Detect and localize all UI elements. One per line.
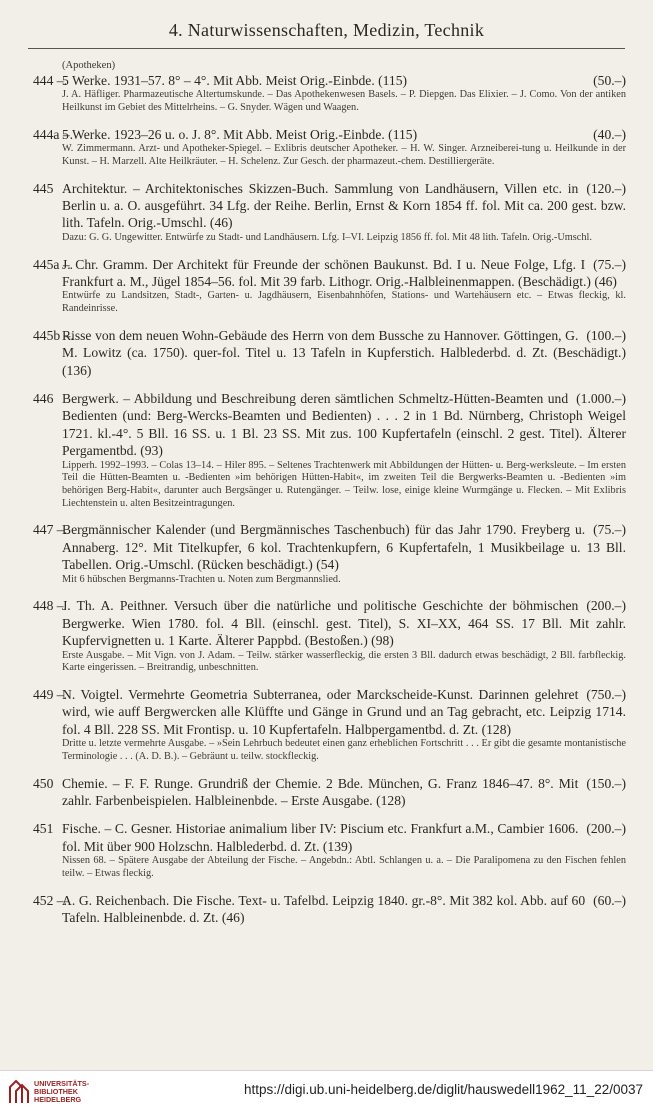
lot-price: (200.–): [586, 598, 626, 614]
lot-price: (1.000.–): [576, 390, 626, 406]
lot-description: [62, 256, 626, 291]
logo-line: BIBLIOTHEK: [34, 1087, 78, 1097]
catalog-entry: [28, 775, 626, 810]
lot-text: Fische. – C. Gesner. Historiae animalium liber IV: Piscium etc. Frankfurt a.M., Cambier 1606. fol. Mit über 900 Holzschn. Halblederbd. d. Zt. (139): [62, 821, 579, 854]
lot-description: [62, 390, 626, 460]
lot-text: N. Voigtel. Vermehrte Geometria Subterranea, oder Marckscheide-Kunst. Darinnen gelehret wird, wie auff Bergwercken alle Klüffte und Gänge in Grund und an Tag gebracht, etc. Leipzig 1714. fol. 4 Bll. 228 SS. Mit Frontisp. u. 10 Kupfertafeln. Halbpergamentbd. d. Zt. (128): [62, 686, 626, 737]
lot-number: 445a –.: [33, 256, 74, 272]
lot-text: Chemie. – F. F. Runge. Grundriß der Chemie. 2 Bde. München, G. Franz 1846–47. 8°. Mit zahlr. Farbenbeispielen. Halbleinenbde. – Erste Ausgabe. (128): [62, 775, 579, 808]
lot-number: 444a –.: [33, 126, 74, 142]
lot-note: W. Zimmermann. Arzt- und Apotheker-Spiegel. – Exlibris deutscher Apotheker. – H. W. Singer. Arzneiberei-tung u. Heilkunde in der Kunst. – H. Marzell. Alte Heilkräuter. – H. Schelenz. Zur Gesch. der pharmazeut.-chem. Destilliergeräte.: [62, 143, 626, 167]
lot-note: Dritte u. letzte vermehrte Ausgabe. – »Sein Lehrbuch bedeutet einen ganz erheblichen Fortschritt . . . Er gibt die gesamte montanistische Terminologie . . . (A. D. B.). – Gebräunt u. teilw. stockfleckig.: [62, 738, 626, 762]
lot-price: (750.–): [586, 686, 626, 702]
viewer-footer: [0, 1070, 653, 1113]
lot-note: Dazu: G. G. Ungewitter. Entwürfe zu Stadt- und Landhäusern. Lfg. I–VI. Leipzig 1856 ff. fol. Mit 48 lith. Tafeln. Orig.-Umschl.: [62, 231, 592, 243]
lot-text: J. Th. A. Peithner. Versuch über die natürliche und politische Geschichte der böhmischen Bergwerke. Wien 1780. fol. 4 Bll. (einschl. gest. Titel), S. XI–XX, 464 SS. 17 Bll. Mit zahlr. Kupfervignetten u. 1 Karte. Älterer Pappbd. (Bestoßen.) (98): [62, 598, 626, 649]
entry-list: [28, 72, 626, 926]
catalog-entry: [28, 126, 626, 169]
lot-price: (200.–): [586, 821, 626, 837]
lot-description: [62, 892, 626, 927]
catalog-entry: [28, 820, 626, 880]
lot-note: Erste Ausgabe. – Mit Vign. von J. Adam. – Teilw. stärker wasserfleckig, die ersten 3 Bll. dadurch etwas beschädigt, 2 Bll. farbfleckig. Karte eingerissen. – Breitrandig, unbeschnitten.: [62, 649, 626, 674]
lot-description: [62, 72, 626, 89]
lot-text: Bergmännischer Kalender (und Bergmännisches Taschenbuch) für das Jahr 1790. Freyberg u. Annaberg. 12°. Mit Titelkupfer, 6 kol. Trachtenkupfern, 6 Kupfertafeln, 1 Musikbeilage u. 13 Bll. Tabellen. Orig.-Umschl. (Rücken beschädigt.) (54): [62, 522, 626, 573]
continuation-label: (Apotheken): [62, 60, 116, 71]
lot-price: (75.–): [593, 522, 626, 538]
lot-price: (120.–): [586, 180, 626, 196]
lot-description: [62, 327, 626, 379]
header-rule: [28, 48, 625, 49]
catalog-entry: [28, 327, 626, 379]
lot-text: A. G. Reichenbach. Die Fische. Text- u. Tafelbd. Leipzig 1840. gr.-8°. Mit 382 kol. Abb. auf 60 Tafeln. Halbleinenbde. d. Zt. (46): [62, 892, 586, 926]
lot-number: 446: [33, 390, 54, 406]
lot-description: [62, 775, 626, 810]
page-url-link[interactable]: https://digi.ub.uni-heidelberg.de/diglit/hauswedell1962_11_22/0037: [243, 1082, 643, 1097]
lot-price: (150.–): [586, 775, 626, 791]
catalog-entry: [28, 390, 626, 510]
logo-line: UNIVERSITÄTS-: [34, 1079, 90, 1088]
catalog-entry: [28, 180, 626, 245]
lot-description: [62, 820, 626, 855]
catalog-entry: [28, 521, 626, 586]
lot-number: 449 –.: [33, 686, 67, 702]
lot-description: [62, 126, 626, 143]
lot-price: (75.–): [593, 256, 626, 272]
lot-note: Entwürfe zu Landsitzen, Stadt-, Garten- u. Jagdhäusern, Eisenbahnhöfen, Stations- und Wartehäusern etc. – Etwas fleckig, kl. Randeinrisse.: [62, 290, 626, 315]
catalog-entry: [28, 72, 626, 115]
lot-number: 445b –.: [33, 327, 74, 343]
catalog-entry: [28, 686, 626, 764]
lot-number: 445: [33, 180, 54, 196]
lot-price: (40.–): [593, 126, 626, 142]
lot-number: 451: [33, 821, 54, 837]
page-header: 4. Naturwissenschaften, Medizin, Technik: [168, 20, 485, 40]
library-logo-icon: [8, 1079, 30, 1105]
lot-note: Mit 6 hübschen Bergmanns-Trachten u. Noten zum Bergmannslied.: [62, 573, 341, 585]
lot-description: [62, 180, 626, 232]
catalog-entry: [28, 892, 626, 927]
lot-text: J. Chr. Gramm. Der Architekt für Freunde der schönen Baukunst. Bd. I u. Neue Folge, Lfg. I Frankfurt a. M., Jügel 1854–56. fol. Mit 39 farb. Lithogr. Orig.-Halbleinenmappen. (Beschädigt.) (46): [62, 256, 617, 289]
lot-note: J. A. Häfliger. Pharmazeutische Altertumskunde. – Das Apothekenwesen Basels. – P. Diepgen. Das Elixier. – J. Como. Von der antiken Heilkunst im Gebiet des Mittelrheins. – G. Snyder. Wägen und Waagen.: [62, 89, 626, 114]
lot-number: 448 –.: [33, 598, 67, 614]
lot-text: Risse von dem neuen Wohn-Gebäude des Herrn von dem Bussche zu Hannover. Göttingen, G. M. Lowitz (ca. 1750). quer-fol. Titel u. 13 Tafeln in Kupferstich. Halblederbd. d. Zt. (Beschädigt.) (136): [62, 327, 626, 378]
lot-description: [62, 686, 626, 738]
lot-price: (60.–): [593, 892, 626, 908]
lot-description: [62, 597, 626, 649]
catalog-entry: [28, 597, 626, 675]
catalog-entry: [28, 256, 626, 316]
lot-number: 444 –.: [33, 73, 67, 88]
lot-text: Bergwerk. – Abbildung und Beschreibung deren sämtlichen Schmeltz-Hütten-Beamten und Bedienten (und: Berg-Wercks-Beamten und Bedienten) . . . 2 in 1 Bd. Nürnberg, Christoph Weigel 1721. kl.-4°. 5 Bll. 16 SS. u. 1 Bl. 23 SS. Mit zus. 100 Kupfertafeln (einschl. 2 gest. Titel). Älterer Pergamentbd. (93): [62, 390, 626, 459]
lot-price: (50.–): [593, 73, 626, 88]
lot-description: [62, 521, 626, 573]
library-logo-text: [34, 1080, 114, 1105]
catalog-content: [28, 60, 626, 937]
lot-note: Nissen 68. – Spätere Ausgabe der Abteilung der Fische. – Angebdn.: Abtl. Schlangen u. a. – Die Paralipomena zu den Fischen fehlen teilw. – Etwas fleckig.: [62, 855, 626, 879]
lot-text: Architektur. – Architektonisches Skizzen-Buch. Sammlung von Landhäusern, Villen etc. in Berlin u. a. O. ausgeführt. 34 Lfg. der Reihe. Berlin, Ernst & Korn 1854 ff. fol. Mit ca. 200 gest. bzw. lith. Tafeln. Orig.-Umschl. (46): [62, 180, 626, 231]
logo-line: HEIDELBERG: [34, 1095, 82, 1105]
lot-text: 5 Werke. 1923–26 u. o. J. 8°. Mit Abb. Meist Orig.-Einbde. (115): [62, 126, 418, 142]
lot-number: 447 –.: [33, 522, 67, 538]
lot-number: 450: [33, 775, 54, 791]
lot-price: (100.–): [586, 327, 626, 343]
lot-note: Lipperh. 1992–1993. – Colas 13–14. – Hiler 895. – Seltenes Trachtenwerk mit Abbildungen der Hütten- u. Berg-werksleute. – Im ersten Teil die Hütten-Beamten u. -Bedienten »im behörigen Hütten-Habit«, im zweiten Teil die Bergwerks-Beamten u. -Bedienten »im behörigen Berg-Habit«, darunter auch Bergsänger u. Rutengänger. – Teilw. lose, einige kleine Wurmgänge u. Flecken. – Mit Exlibris Liechtenstein u. alten Besitzeintragungen.: [62, 459, 626, 509]
lot-text: 5 Werke. 1931–57. 8° – 4°. Mit Abb. Meist Orig.-Einbde. (115): [62, 73, 408, 88]
lot-number: 452 –.: [33, 892, 67, 908]
